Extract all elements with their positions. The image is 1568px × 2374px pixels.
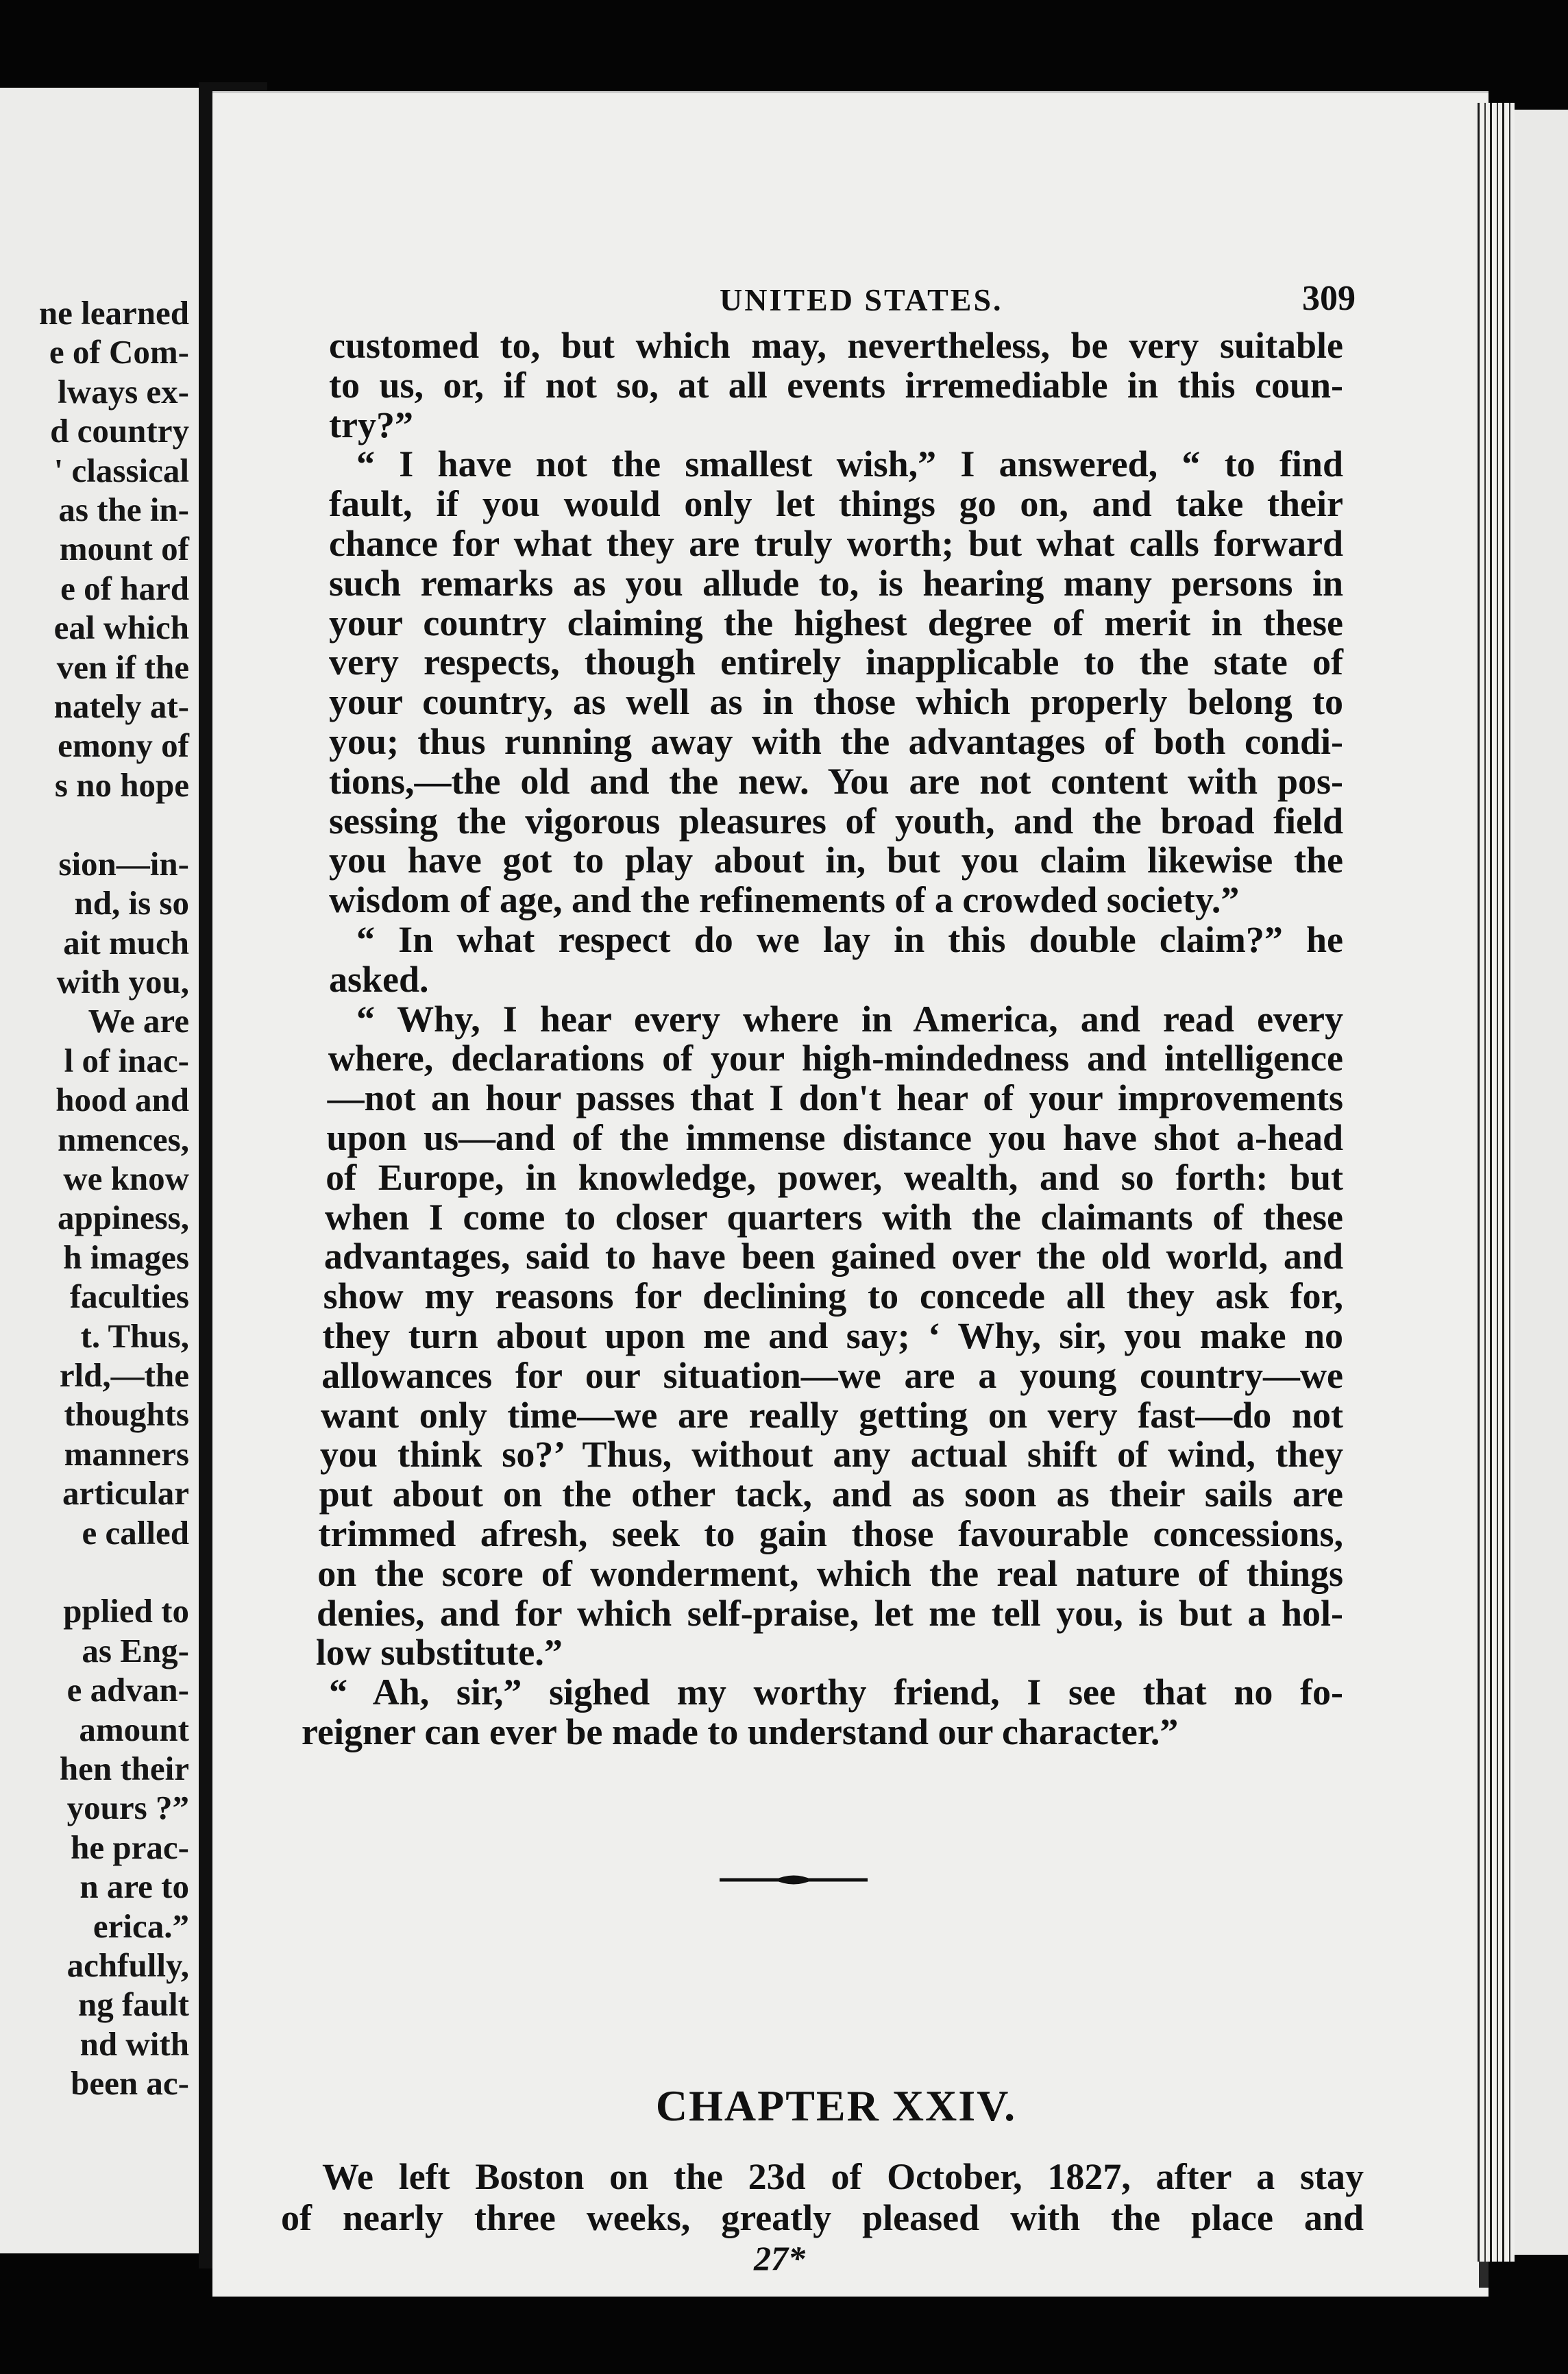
left-page-line: amount [79,1710,189,1748]
left-page-line: ' classical [53,451,189,489]
body-line: “ I have not the smallest wish,” I answered, “ to find [356,443,1343,485]
body-line: upon us—and of the immense distance you have shot a-head [326,1116,1343,1158]
left-page-line: articular [62,1474,189,1513]
body-line: you think so?’ Thus, without any actual shift of wind, they [319,1434,1343,1476]
left-page-line: faculties [69,1277,189,1316]
left-page-line: nd, is so [74,884,189,922]
left-page-line: ait much [63,923,189,962]
body-line: to us, or, if not so, at all events irremediable in this coun- [329,364,1343,406]
stacked-page-edges [1473,103,1515,2262]
left-page-line: s no hope [54,766,189,804]
opening-line: of nearly three weeks, greatly pleased with the place and [281,2197,1364,2238]
left-page-line: e called [82,1513,189,1552]
body-line: trimmed afresh, seek to gain those favourable concessions, [318,1513,1343,1554]
left-page-line: manners [64,1434,189,1473]
left-page-line: ven if the [56,648,189,686]
left-page-line: d country [50,412,189,450]
left-page-line: e of Com- [49,333,189,371]
body-line: your country, as well as in those which properly belong to [329,681,1343,723]
ornament-rule-icon [720,1870,868,1890]
left-page-line: n are to [79,1868,189,1906]
left-page-line: mount of [59,530,189,568]
left-page-line: been ac- [71,2064,189,2103]
page-number: 309 [1302,279,1356,318]
left-page-line: nmences, [58,1120,189,1158]
left-page-line [39,1552,189,1591]
left-page [0,88,199,2253]
left-page-line: ne learned [38,294,189,332]
body-line: your country claiming the highest degree of merit in these [329,602,1343,644]
opening-line: We left Boston on the 23d of October, 1827, after a stay [322,2156,1364,2197]
left-page-line: eal which [53,609,189,647]
left-page-line: h images [63,1238,189,1276]
right-page [212,91,1489,2297]
body-line: advantages, said to have been gained over the old world, and [323,1236,1343,1277]
body-line: tions,—the old and the new. You are not content with pos- [329,760,1343,802]
chapter-opening-text [281,2156,1364,2238]
body-line: on the score of wonderment, which the real nature of things [317,1552,1343,1594]
running-head: UNITED STATES. [720,282,1003,317]
left-page-line: nd with [79,2024,189,2063]
left-page-line: thoughts [64,1395,189,1434]
body-line: try?” [329,404,413,445]
left-page-line: yours ?” [66,1789,189,1827]
left-page-line: as Eng- [82,1631,189,1669]
left-page-line: rld,—the [59,1356,189,1394]
left-page-line: pplied to [63,1592,189,1630]
body-line: sessing the vigorous pleasures of youth, and the broad field [329,800,1343,842]
body-line: when I come to closer quarters with the claimants of these [325,1196,1343,1238]
left-page-line: as the in- [58,491,189,529]
body-line: chance for what they are truly worth; but what calls forward [329,522,1343,564]
signature-mark: 27* [754,2239,805,2277]
left-page-line: ng fault [77,1985,189,2024]
body-text [302,325,1343,1752]
body-line: where, declarations of your high-mindedness and intelligence [328,1038,1343,1079]
left-page-line: sion—in- [58,844,189,883]
left-page-line: hen their [59,1750,189,1788]
body-line: you have got to play about in, but you claim likewise the [329,840,1343,881]
body-line: “ Why, I hear every where in America, and read every [356,998,1343,1040]
body-line: wisdom of age, and the refinements of a crowded society.” [329,879,1240,921]
body-line: of Europe, in knowledge, power, wealth, and so forth: but [326,1156,1343,1198]
body-line: you; thus running away with the advantages of both condi- [329,720,1343,762]
body-line: such remarks as you allude to, is hearing many persons in [329,562,1343,604]
body-line: asked. [329,958,429,1000]
body-line: “ In what respect do we lay in this double claim?” he [356,918,1343,960]
body-line: denies, and for which self-praise, let me tell you, is but a hol- [317,1592,1343,1634]
body-line: customed to, but which may, nevertheless, be very suitable [329,325,1343,366]
body-line: put about on the other tack, and as soon as their sails are [319,1473,1343,1515]
left-page-text [39,293,189,2103]
left-page-line: with you, [56,962,189,1001]
left-page-line: e advan- [66,1671,189,1709]
left-page-line: We are [88,1002,189,1040]
left-page-line: we know [63,1159,189,1197]
body-line: allowances for our situation—we are a young country—we [321,1354,1343,1396]
body-line: “ Ah, sir,” sighed my worthy friend, I see that no fo- [329,1672,1343,1713]
body-line: they turn about upon me and say; ‘ Why, sir, you make no [322,1314,1343,1356]
left-page-line: he prac- [71,1828,189,1866]
body-line: low substitute.” [315,1632,563,1674]
left-page-line [39,805,189,844]
left-page-line: hood and [56,1081,189,1119]
left-page-line: l of inac- [64,1041,189,1079]
chapter-heading: CHAPTER XXIV. [655,2081,1017,2130]
body-line: want only time—we are really getting on very fast—do not [321,1394,1343,1436]
left-page-line: e of hard [60,569,189,607]
left-page-line: emony of [58,726,189,765]
left-page-line: nately at- [53,687,189,726]
left-page-line: achfully, [66,1946,189,1985]
left-page-line: t. Thus, [80,1317,189,1355]
body-line: reigner can ever be made to understand our character.” [302,1711,1179,1752]
body-line: fault, if you would only let things go on, and take their [329,483,1343,525]
left-page-line: appiness, [57,1199,189,1237]
body-line: show my reasons for declining to concede all they ask for, [323,1275,1343,1317]
left-page-line: erica.” [93,1907,189,1945]
adjacent-page-edge [1515,110,1568,2255]
left-page-line: lways ex- [58,372,189,411]
body-line: very respects, though entirely inapplicable to the state of [329,641,1343,683]
body-line: —not an hour passes that I don't hear of your improvements [327,1077,1343,1119]
